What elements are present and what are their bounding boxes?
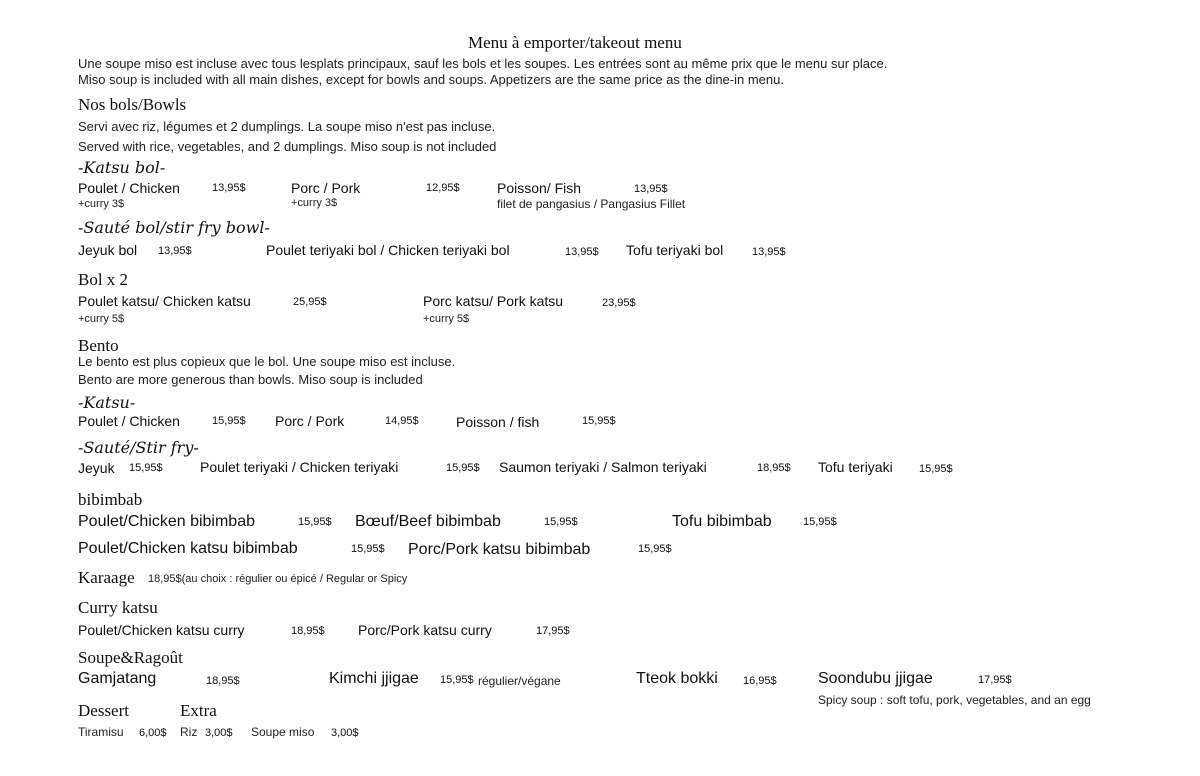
menu-item-price: 15,95$ <box>351 543 385 555</box>
menu-item-name: Poulet / Chicken <box>78 180 180 196</box>
soup-heading: Soupe&Ragoût <box>78 648 183 667</box>
menu-item-price: 15,95$ <box>582 415 616 427</box>
menu-item-price: 23,95$ <box>602 297 636 309</box>
menu-item-name: Tteok bokki <box>636 670 718 687</box>
intro-en: Miso soup is included with all main dishes, except for bowls and soups. Appetizers are the same price as the dine-in menu. <box>78 72 784 87</box>
menu-item-price: 13,95$ <box>634 183 668 195</box>
menu-item-name: Porc katsu/ Pork katsu <box>423 293 564 309</box>
menu-item-price: 15,95$ <box>803 516 837 528</box>
menu-item-price: 15,95$ <box>212 415 246 427</box>
bento-heading: Bento <box>78 336 119 355</box>
bibimbab-heading: bibimbab <box>78 490 143 509</box>
menu-item-name: Poulet / Chicken <box>78 413 180 429</box>
menu-item-note: Spicy soup : soft tofu, pork, vegetables, and an egg <box>818 693 1091 707</box>
menu-item-name: Poulet/Chicken katsu bibimbab <box>78 540 298 557</box>
menu-title: Menu à emporter/takeout menu <box>468 33 682 52</box>
menu-item-name: Tofu bibimbab <box>672 513 772 530</box>
bowls-desc-fr: Servi avec riz, légumes et 2 dumplings. La soupe miso n'est pas incluse. <box>78 119 496 134</box>
menu-item-price: 14,95$ <box>385 415 419 427</box>
menu-item-price: 17,95$ <box>978 674 1012 686</box>
menu-item-note: +curry 3$ <box>291 197 338 209</box>
menu-item-price: 15,95$ <box>919 463 953 475</box>
bento-katsu-heading: -Katsu- <box>78 393 136 412</box>
saute-bol-heading: -Sauté bol/stir fry bowl- <box>78 218 270 237</box>
bento-desc-en: Bento are more generous than bowls. Miso soup is included <box>78 372 423 387</box>
bowls-heading: Nos bols/Bowls <box>78 95 187 114</box>
menu-item-name: Poisson / fish <box>456 414 540 430</box>
menu-item-name: Poisson/ Fish <box>497 180 582 196</box>
menu-item-name: Porc/Pork katsu bibimbab <box>408 541 591 558</box>
menu-item-price: 13,95$ <box>212 182 246 194</box>
menu-item-note: régulier/végane <box>478 674 561 688</box>
menu-item-price: 13,95$ <box>158 245 192 257</box>
menu-item-name: Poulet/Chicken bibimbab <box>78 513 255 530</box>
menu-item-price: 25,95$ <box>293 296 327 308</box>
menu-item-price: 3,00$ <box>205 727 233 739</box>
menu-item-price: 15,95$ <box>446 462 480 474</box>
bolx2-heading: Bol x 2 <box>78 270 129 289</box>
menu-item-name: Gamjatang <box>78 670 157 687</box>
menu-item-name: Poulet teriyaki / Chicken teriyaki <box>200 459 399 475</box>
menu-item-name: Porc / Pork <box>275 413 345 429</box>
menu-item-name: Saumon teriyaki / Salmon teriyaki <box>499 459 707 475</box>
menu-item-name: Riz <box>180 725 198 739</box>
bento-saute-heading: -Sauté/Stir fry- <box>78 438 199 457</box>
menu-item-note: +curry 5$ <box>78 313 125 325</box>
menu-item-name: Tofu teriyaki bol <box>626 242 724 258</box>
intro-fr: Une soupe miso est incluse avec tous lesplats principaux, sauf les bols et les soupes. Les entrées sont au même prix que le menu sur place. <box>78 56 888 71</box>
menu-item-price: 18,95$ <box>206 675 240 687</box>
menu-item-name: Jeyuk <box>78 460 115 476</box>
menu-item-price: 12,95$ <box>426 182 460 194</box>
menu-item-name: Poulet teriyaki bol / Chicken teriyaki bol <box>266 242 510 258</box>
menu-item-price: 15,95$ <box>298 516 332 528</box>
menu-item-name: Poulet/Chicken katsu curry <box>78 622 245 638</box>
menu-item-price: 17,95$ <box>536 625 570 637</box>
menu-item-price: 15,95$ <box>544 516 578 528</box>
extra-heading: Extra <box>180 701 217 720</box>
menu-item-note: filet de pangasius / Pangasius Fillet <box>497 197 686 211</box>
menu-item-name: Porc / Pork <box>291 180 361 196</box>
menu-item-price: 13,95$ <box>565 246 599 258</box>
menu-item-price: 15,95$ <box>440 674 474 686</box>
karaage-heading: Karaage <box>78 568 135 587</box>
menu-item-note: +curry 5$ <box>423 313 470 325</box>
menu-item-price: 6,00$ <box>139 727 167 739</box>
menu-item-name: Bœuf/Beef bibimbab <box>355 513 501 530</box>
curry-heading: Curry katsu <box>78 598 158 617</box>
menu-item-price: 15,95$ <box>638 543 672 555</box>
menu-item-name: Soondubu jjigae <box>818 670 933 687</box>
menu-item-note: +curry 3$ <box>78 198 125 210</box>
katsu-bol-heading: -Katsu bol- <box>78 158 166 177</box>
menu-item-price: 16,95$ <box>743 675 777 687</box>
bowls-desc-en: Served with rice, vegetables, and 2 dumplings. Miso soup is not included <box>78 139 497 154</box>
menu-item-name: Tofu teriyaki <box>818 459 893 475</box>
menu-item-price: 18,95$ <box>757 462 791 474</box>
menu-item-price: 18,95$ <box>291 625 325 637</box>
menu-item-price: 15,95$ <box>129 462 163 474</box>
karaage-price-note: 18,95$(au choix : régulier ou épicé / Regular or Spicy <box>148 573 408 585</box>
menu-item-name: Poulet katsu/ Chicken katsu <box>78 293 251 309</box>
menu-item-price: 13,95$ <box>752 246 786 258</box>
menu-item-name: Porc/Pork katsu curry <box>358 622 492 638</box>
dessert-heading: Dessert <box>78 701 129 720</box>
bento-desc-fr: Le bento est plus copieux que le bol. Une soupe miso est incluse. <box>78 354 456 369</box>
menu-item-name: Jeyuk bol <box>78 242 138 258</box>
menu-item-name: Soupe miso <box>251 725 315 739</box>
menu-item-price: 3,00$ <box>331 727 359 739</box>
menu-item-name: Tiramisu <box>78 725 124 739</box>
menu-item-name: Kimchi jjigae <box>329 670 419 687</box>
